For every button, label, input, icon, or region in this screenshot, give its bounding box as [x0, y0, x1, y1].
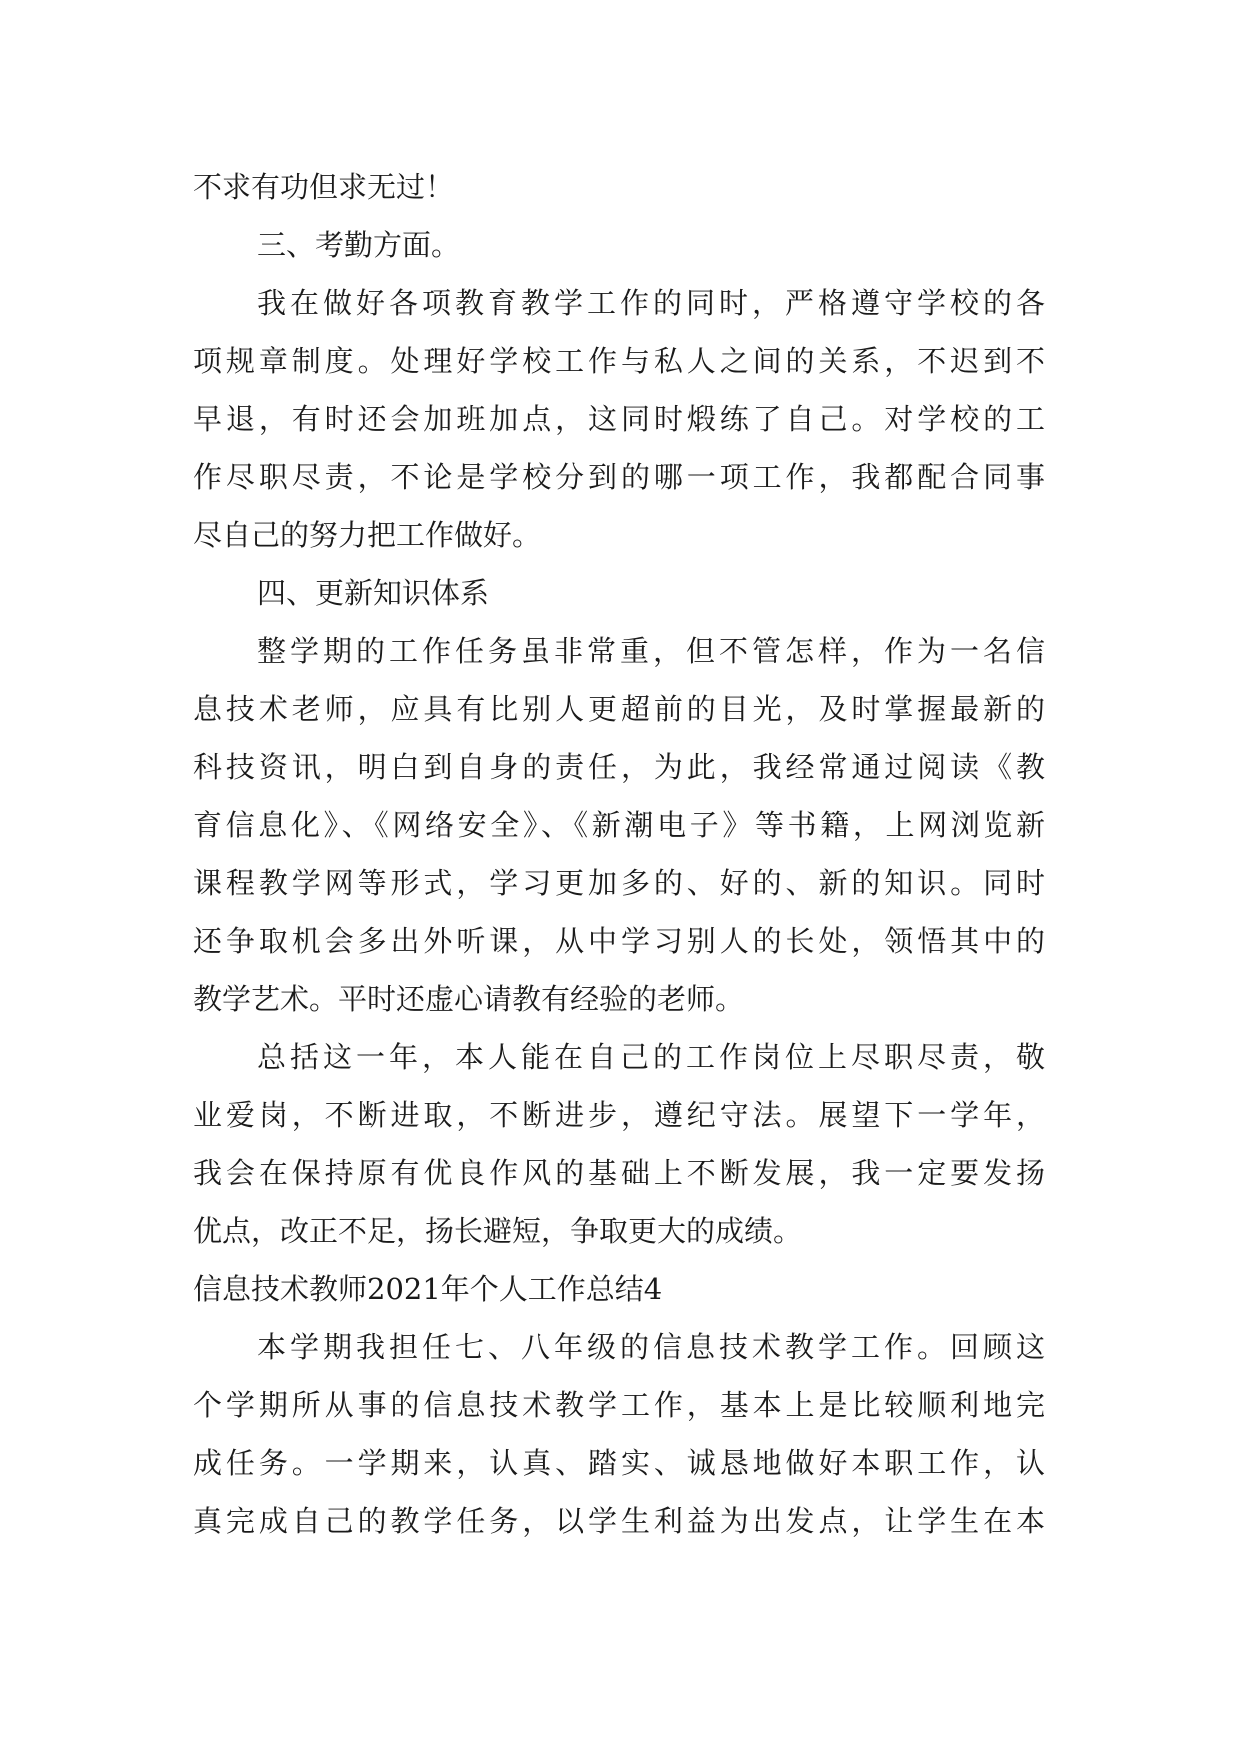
text-line: 尽自己的努力把工作做好。	[193, 518, 542, 552]
document-title: 信息技术教师2021年个人工作总结4	[193, 1272, 663, 1306]
text-line: 科技资讯，明白到自身的责任，为此，我经常通过阅读《教	[193, 750, 1045, 784]
text-line: 本学期我担任七、八年级的信息技术教学工作。回顾这	[257, 1330, 1045, 1364]
text-line: 还争取机会多出外听课，从中学习别人的长处，领悟其中的	[193, 924, 1045, 958]
text-line: 个学期所从事的信息技术教学工作，基本上是比较顺利地完	[193, 1388, 1045, 1422]
text-line: 总括这一年，本人能在自己的工作岗位上尽职尽责，敬	[257, 1040, 1045, 1074]
text-line: 息技术老师，应具有比别人更超前的目光，及时掌握最新的	[193, 692, 1045, 726]
section-heading: 三、考勤方面。	[257, 228, 461, 262]
text-line: 整学期的工作任务虽非常重，但不管怎样，作为一名信	[257, 634, 1045, 668]
text-line: 育信息化》、《网络安全》、《新潮电子》等书籍，上网浏览新	[193, 808, 1045, 842]
text-line: 教学艺术。平时还虚心请教有经验的老师。	[193, 982, 745, 1016]
text-line: 早退，有时还会加班加点，这同时煅练了自己。对学校的工	[193, 402, 1045, 436]
document-body	[193, 158, 1073, 1550]
text-line: 课程教学网等形式，学习更加多的、好的、新的知识。同时	[193, 866, 1045, 900]
section-heading: 四、更新知识体系	[257, 576, 490, 610]
text-line: 业爱岗，不断进取，不断进步，遵纪守法。展望下一学年，	[193, 1098, 1045, 1132]
text-line: 真完成自己的教学任务，以学生利益为出发点，让学生在本	[193, 1504, 1045, 1538]
text-line: 成任务。一学期来，认真、踏实、诚恳地做好本职工作，认	[193, 1446, 1045, 1480]
text-line: 优点，改正不足，扬长避短，争取更大的成绩。	[193, 1214, 803, 1248]
text-line: 我会在保持原有优良作风的基础上不断发展，我一定要发扬	[193, 1156, 1045, 1190]
text-line: 不求有功但求无过！	[193, 170, 455, 204]
text-line: 作尽职尽责，不论是学校分到的哪一项工作，我都配合同事	[193, 460, 1045, 494]
text-line: 我在做好各项教育教学工作的同时，严格遵守学校的各	[257, 286, 1045, 320]
text-line: 项规章制度。处理好学校工作与私人之间的关系，不迟到不	[193, 344, 1045, 378]
